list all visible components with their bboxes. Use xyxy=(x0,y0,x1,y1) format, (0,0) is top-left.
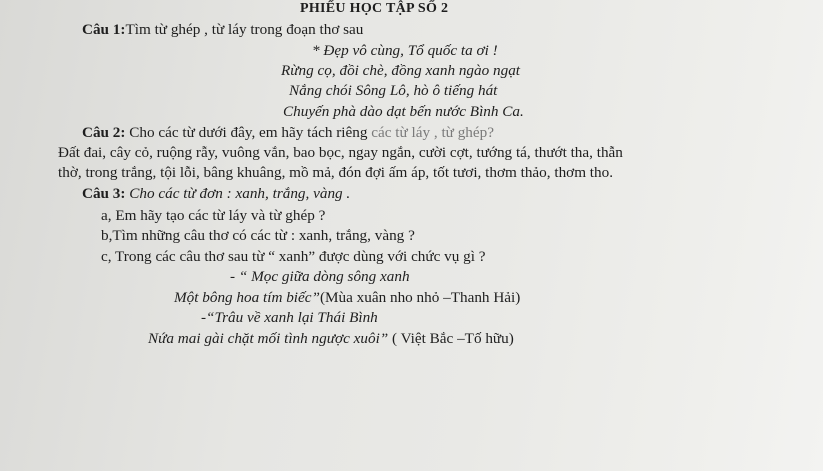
verse-line-2-source: (Mùa xuân nho nhỏ –Thanh Hải) xyxy=(319,289,521,306)
worksheet-title: PHIẾU HỌC TẬP SỐ 2 xyxy=(300,1,449,16)
question-3-part-c: c, Trong các câu thơ sau từ “ xanh” được dùng với chức vụ gì ? xyxy=(101,248,486,265)
verse-line-2-text: Một bông hoa tím biếc” xyxy=(174,289,320,306)
question-3-label: Câu 3: xyxy=(82,185,126,202)
verse-line-4-text: Nứa mai gài chặt mối tình ngược xuôi” xyxy=(148,330,389,347)
verse-line-4 xyxy=(148,330,514,348)
poem-line-4: Chuyến phà dào dạt bến nước Bình Ca. xyxy=(283,103,524,120)
verse-line-4-source: ( Việt Bắc –Tố hữu) xyxy=(388,330,514,347)
question-3-part-a: a, Em hãy tạo các từ láy và từ ghép ? xyxy=(101,207,326,224)
verse-line-1 xyxy=(230,268,410,286)
poem-line-3: Nắng chói Sông Lô, hò ô tiếng hát xyxy=(289,82,498,99)
question-1 xyxy=(82,21,363,39)
question-3-part-b: b,Tìm những câu thơ có các từ : xanh, trắng, vàng ? xyxy=(101,227,415,244)
question-3 xyxy=(82,185,350,203)
question-2-intro-faint: các từ láy , từ ghép xyxy=(371,124,488,141)
question-2-intro: Cho các từ dưới đây, em hãy tách riêng xyxy=(125,124,372,141)
question-2-words-line-2: thờ, trong trắng, tội lỗi, bâng khuâng, mồ mả, đón đợi ấm áp, tốt tươi, thơm thảo, thơm tho. xyxy=(58,164,614,181)
verse-line-1-text: Mọc giữa dòng sông xanh xyxy=(247,268,410,285)
verse-line-3: -“Trâu về xanh lại Thái Bình xyxy=(201,309,378,326)
question-1-text: Tìm từ ghép , từ láy trong đoạn thơ sau xyxy=(125,21,364,38)
question-2-label: Câu 2: xyxy=(82,124,126,141)
question-1-label: Câu 1: xyxy=(82,21,126,38)
question-3-text: Cho các từ đơn : xanh, trắng, vàng . xyxy=(125,185,351,202)
poem-line-1: * Đẹp vô cùng, Tổ quốc ta ơi ! xyxy=(312,42,498,59)
question-2-words-line-1: Đất đai, cây cỏ, ruộng rẫy, vuông vắn, bao bọc, ngay ngắn, cười cợt, tướng tá, thướt tha, thẫn xyxy=(58,144,623,161)
question-2-intro-end: ? xyxy=(487,124,494,141)
poem-line-2: Rừng cọ, đồi chè, đồng xanh ngào ngạt xyxy=(281,62,521,79)
question-2 xyxy=(82,124,494,142)
verse-line-1-lead: - “ xyxy=(230,268,248,285)
verse-line-2 xyxy=(174,289,520,307)
